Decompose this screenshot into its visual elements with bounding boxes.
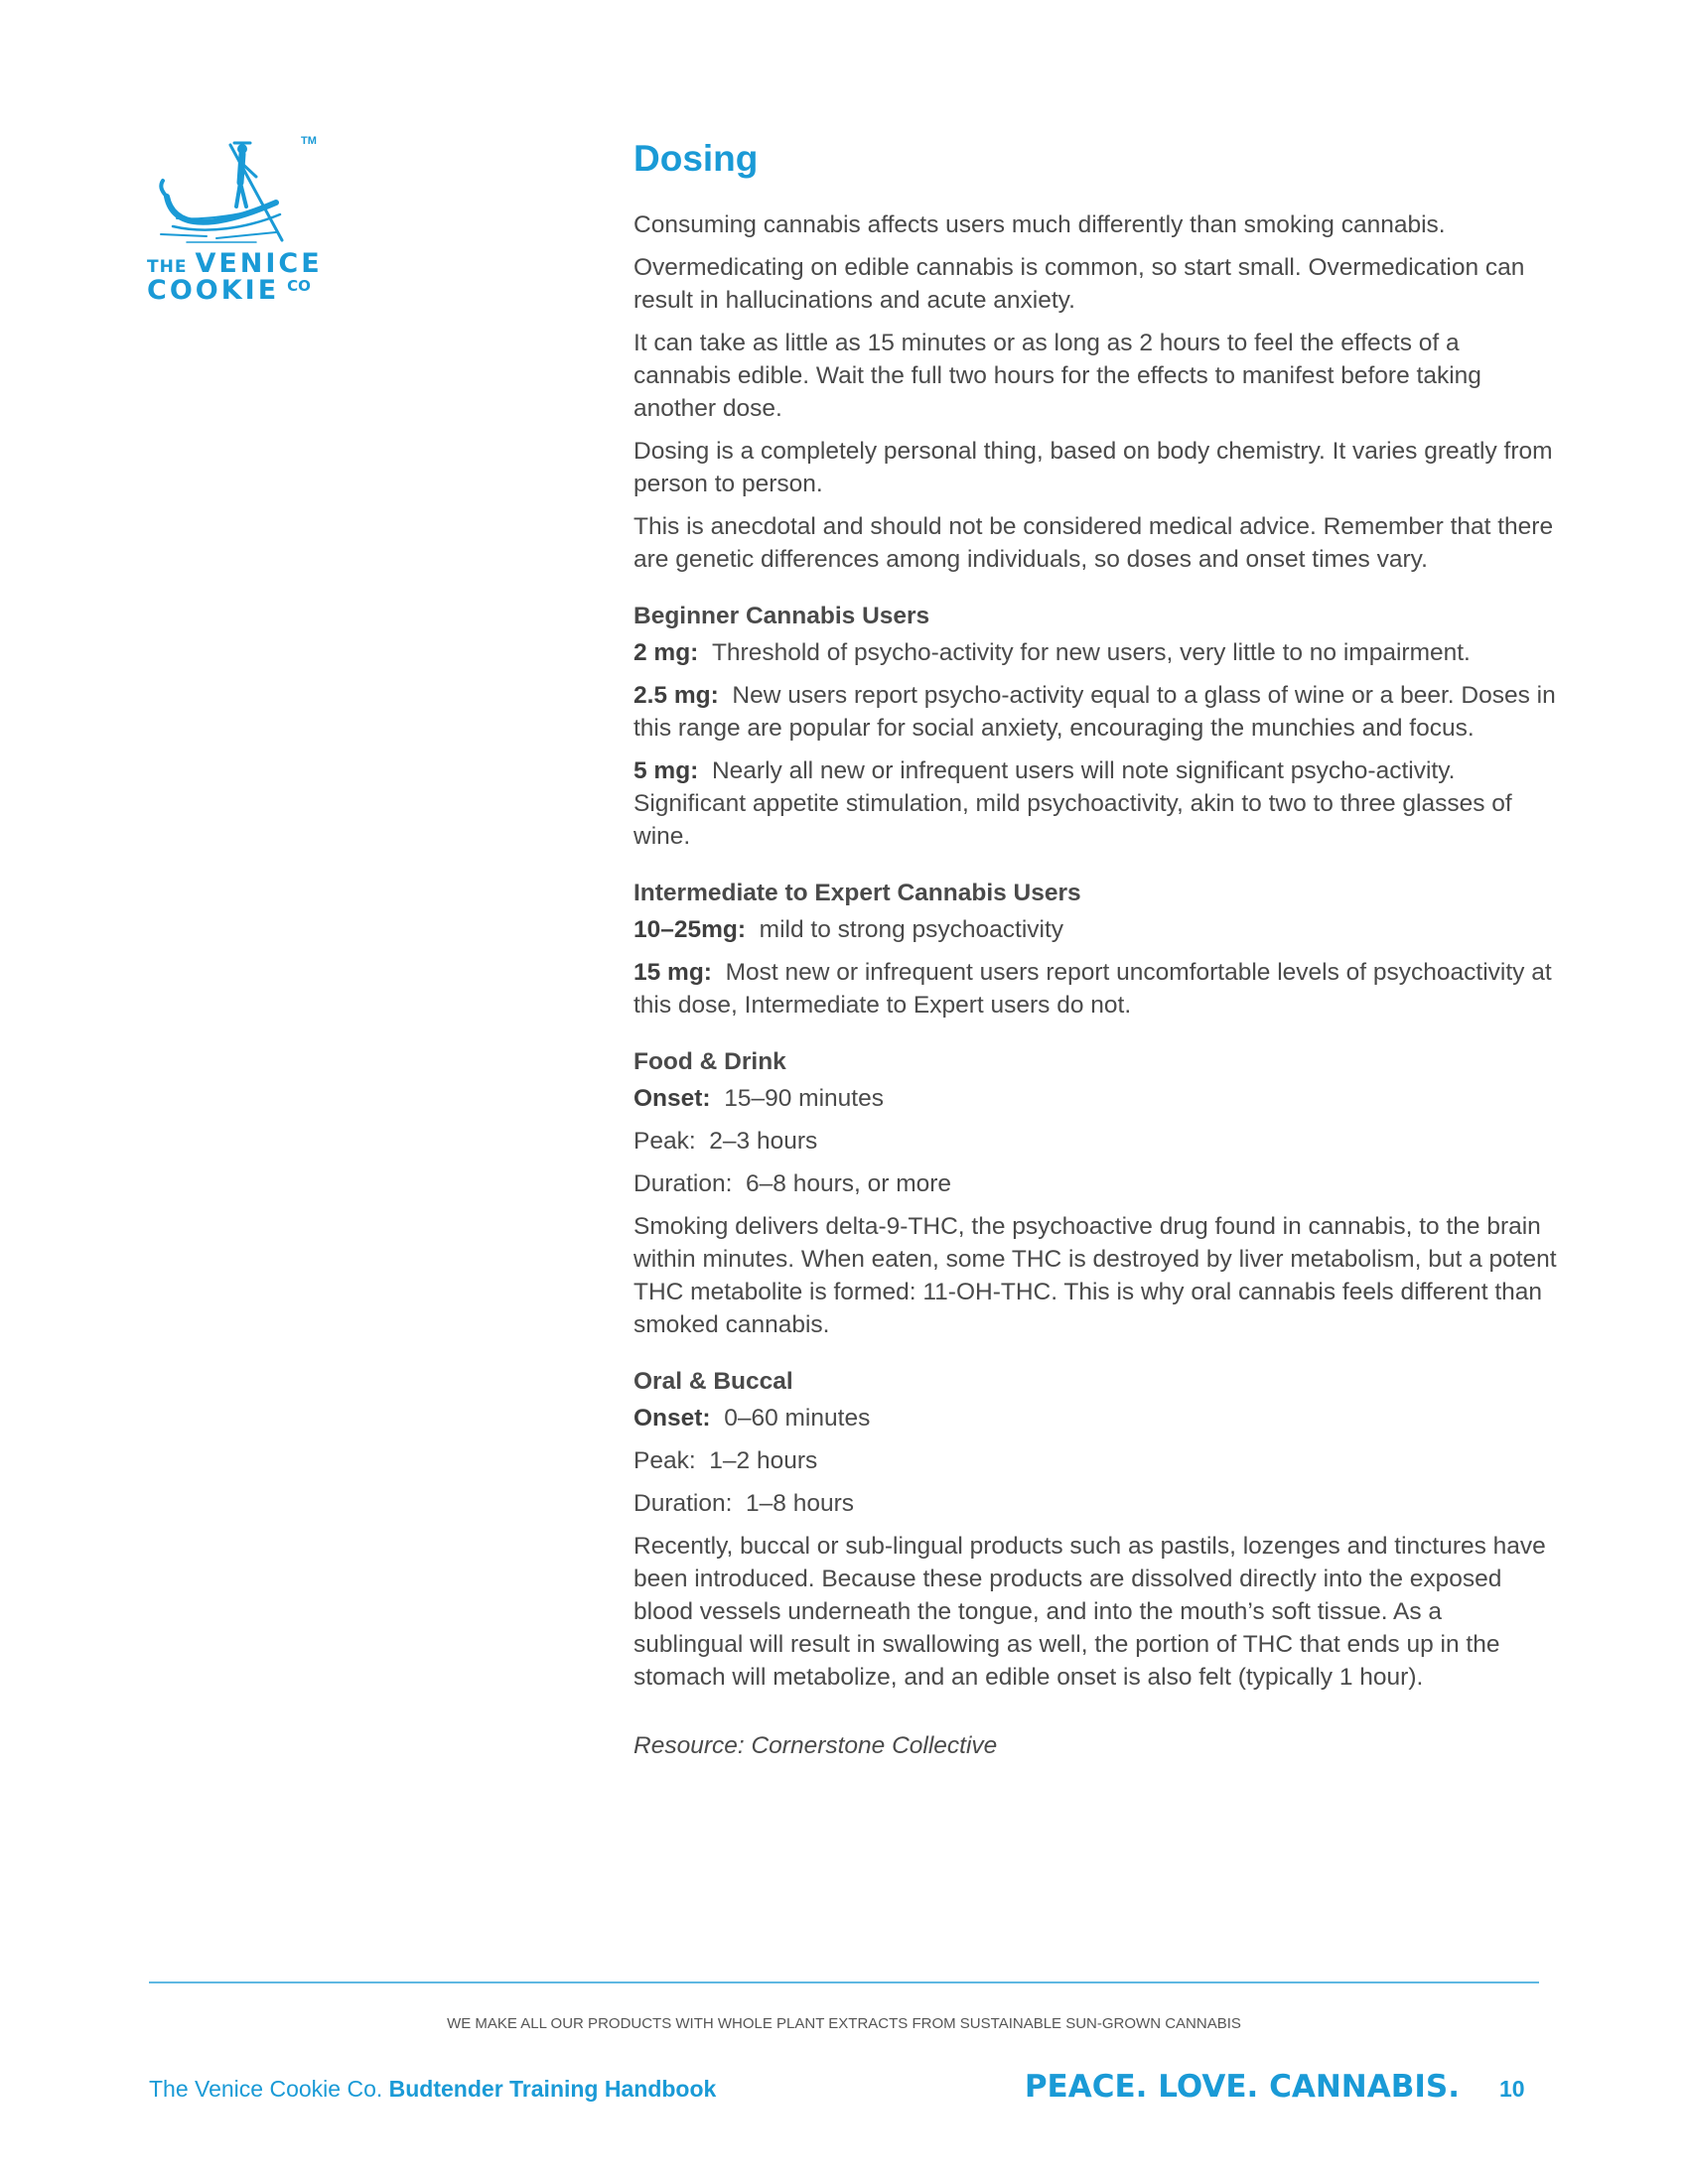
onset-value: 0–60 minutes <box>724 1405 871 1433</box>
dose-label: 10–25mg: <box>633 916 747 944</box>
peak-line <box>633 1444 1557 1477</box>
page-number: 10 <box>1499 2076 1525 2102</box>
duration-value: 1–8 hours <box>746 1490 855 1518</box>
logo-co: CO <box>287 277 311 295</box>
duration-line <box>633 1167 1557 1200</box>
duration-label: Duration: <box>633 1490 733 1518</box>
footer-handbook-title <box>149 2076 716 2103</box>
dose-item <box>633 679 1557 745</box>
dose-item <box>633 754 1557 853</box>
trademark-mark: TM <box>301 135 317 147</box>
onset-label: Onset: <box>633 1085 711 1113</box>
food-body: Smoking delivers delta-9-THC, the psychoactive drug found in cannabis, to the brain within minutes. When eaten, some THC is destroyed by liver metabolism, but a potent THC metabolite is formed: 11-OH-THC. This is why oral cannabis feels different than smoked cannabis. <box>633 1213 1557 1339</box>
gondolier-icon <box>147 137 296 248</box>
dose-text: New users report psycho-activity equal to a glass of wine or a beer. Doses in this range are popular for social anxiety, encouraging the munchies and focus. <box>633 682 1556 743</box>
footer-company: The Venice Cookie Co. <box>149 2076 383 2102</box>
peak-label: Peak: <box>633 1128 696 1156</box>
dose-item <box>633 636 1557 669</box>
section-title-food: Food & Drink <box>633 1048 786 1076</box>
peak-value: 2–3 hours <box>709 1128 818 1156</box>
dose-label: 5 mg: <box>633 757 699 785</box>
footer-divider <box>149 1981 1539 1983</box>
onset-line <box>633 1402 1557 1434</box>
footer-tagline: WE MAKE ALL OUR PRODUCTS WITH WHOLE PLANT EXTRACTS FROM SUSTAINABLE SUN-GROWN CANNABIS <box>447 2015 1241 2032</box>
main-content <box>633 137 1557 1772</box>
logo-the: THE <box>147 257 188 277</box>
intro-paragraph: Dosing is a completely personal thing, based on body chemistry. It varies greatly from person to person. <box>633 438 1553 498</box>
brand-logo <box>147 137 326 306</box>
onset-line <box>633 1082 1557 1115</box>
section-title-intermediate: Intermediate to Expert Cannabis Users <box>633 880 1081 907</box>
section-title-beginner: Beginner Cannabis Users <box>633 603 930 630</box>
logo-cookie: COOKIE <box>147 275 280 306</box>
dose-item <box>633 913 1557 946</box>
peak-line <box>633 1125 1557 1158</box>
dose-item <box>633 956 1557 1022</box>
onset-value: 15–90 minutes <box>724 1085 884 1113</box>
dose-text: Most new or infrequent users report uncomfortable levels of psychoactivity at this dose, Intermediate to Expert users do not. <box>633 959 1552 1020</box>
dose-label: 15 mg: <box>633 959 712 987</box>
dose-text: Threshold of psycho-activity for new users, very little to no impairment. <box>711 639 1471 667</box>
duration-line <box>633 1487 1557 1520</box>
peak-value: 1–2 hours <box>709 1447 818 1475</box>
logo-wordmark <box>147 248 326 306</box>
dose-label: 2 mg: <box>633 639 699 667</box>
intro-paragraph: It can take as little as 15 minutes or as long as 2 hours to feel the effects of a cannabis edible. Wait the full two hours for the effects to manifest before taking another dose. <box>633 330 1481 423</box>
oral-body: Recently, buccal or sub-lingual products such as pastils, lozenges and tinctures have been introduced. Because these products are dissolved directly into the exposed blood vessels underneath the tongue, and into the mouth’s soft tissue. As a sublingual will result in swallowing as well, the portion of THC that ends up in the stomach will metabolize, and an edible onset is also felt (typically 1 hour). <box>633 1533 1546 1692</box>
logo-venice: VENICE <box>195 248 323 279</box>
intro-paragraph: This is anecdotal and should not be considered medical advice. Remember that there are genetic differences among individuals, so doses and onset times vary. <box>633 513 1554 574</box>
footer-slogan: PEACE. LOVE. CANNABIS. <box>1024 2069 1460 2105</box>
dose-text: Nearly all new or infrequent users will note significant psycho-activity. Significant appetite stimulation, mild psychoactivity, akin to two to three glasses of wine. <box>633 757 1512 851</box>
dose-label: 2.5 mg: <box>633 682 719 710</box>
intro-paragraph: Consuming cannabis affects users much differently than smoking cannabis. <box>633 211 1446 239</box>
section-title-oral: Oral & Buccal <box>633 1368 793 1396</box>
dose-text: mild to strong psychoactivity <box>759 916 1064 944</box>
footer-handbook: Budtender Training Handbook <box>388 2076 717 2102</box>
page-title: Dosing <box>633 138 759 179</box>
duration-label: Duration: <box>633 1170 733 1198</box>
intro-paragraph: Overmedicating on edible cannabis is common, so start small. Overmedication can result in hallucinations and acute anxiety. <box>633 254 1525 315</box>
onset-label: Onset: <box>633 1405 711 1433</box>
resource-citation: Resource: Cornerstone Collective <box>633 1732 998 1760</box>
duration-value: 6–8 hours, or more <box>746 1170 952 1198</box>
peak-label: Peak: <box>633 1447 696 1475</box>
